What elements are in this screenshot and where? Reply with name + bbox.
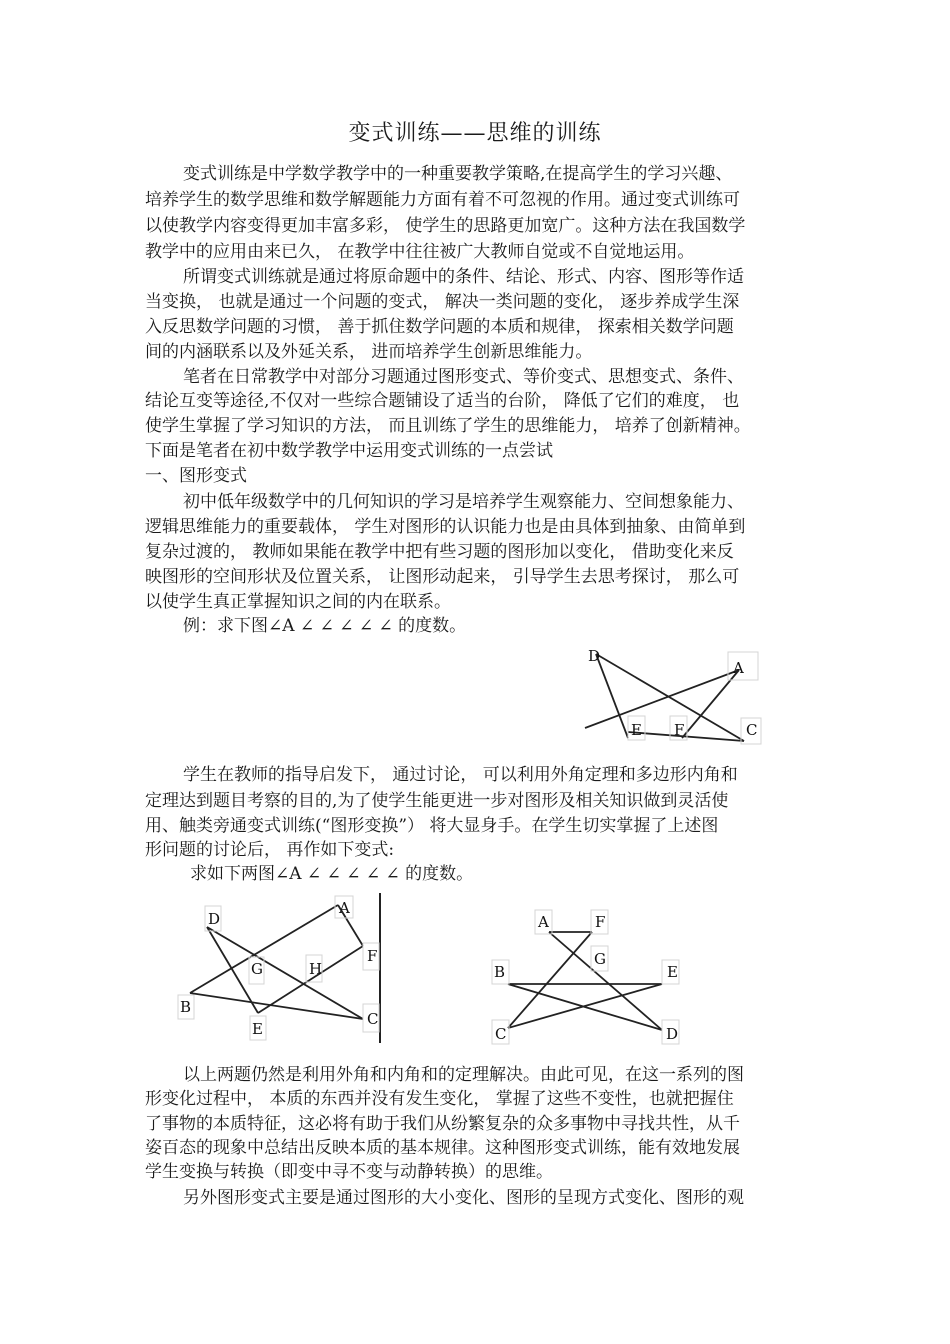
paragraph-6-line-4: 姿百态的现象中总结出反映本质的基本规律。这种图形变式训练，能有效地发展 <box>145 1138 740 1158</box>
figure-3-label-b: B <box>494 963 506 981</box>
figure-1-label-d: D <box>588 647 601 665</box>
figure-2-label-a: A <box>339 899 350 917</box>
figure-1-label-a: A <box>733 659 744 677</box>
paragraph-6-line-2: 形变化过程中， 本质的东西并没有发生变化， 掌握了这些不变性，也就把握住 <box>145 1089 734 1109</box>
figure-2-label-h: H <box>309 960 323 978</box>
paragraph-6-line-5: 学生变换与转换（即变中寻不变与动静转换）的思维。 <box>145 1162 553 1182</box>
figure-2-label-g: G <box>251 960 263 978</box>
example-prompt: 例：求下图∠A ∠ ∠ ∠ ∠ ∠ 的度数。 <box>183 616 467 636</box>
paragraph-4-line-3: 复杂过渡的， 教师如果能在教学中把有些习题的图形加以变化， 借助变化来反 <box>145 542 734 562</box>
figure-3-label-d: D <box>666 1025 679 1043</box>
variant-prompt: 求如下两图∠A ∠ ∠ ∠ ∠ ∠ 的度数。 <box>190 864 474 884</box>
paragraph-2-line-3: 入反思数学问题的习惯， 善于抓住数学问题的本质和规律， 探索相关数学问题 <box>145 317 734 337</box>
paragraph-7-line-1: 另外图形变式主要是通过图形的大小变化、图形的呈现方式变化、图形的观 <box>183 1188 744 1208</box>
figure-3-label-a: A <box>538 913 549 931</box>
figure-1-label-c: C <box>746 721 758 739</box>
figure-2-label-d: D <box>208 910 221 928</box>
paragraph-4-line-4: 映图形的空间形状及位置关系， 让图形动起来， 引导学生去思考探讨， 那么可 <box>145 567 740 587</box>
figure-1-star <box>575 640 795 755</box>
figure-2-label-f: F <box>367 947 378 965</box>
paragraph-1-line-3: 以使教学内容变得更加丰富多彩， 使学生的思路更加宽广。这种方法在我国数学 <box>145 216 746 236</box>
section-heading: 一、图形变式 <box>145 466 247 486</box>
paragraph-1-line-2: 培养学生的数学思维和数学解题能力方面有着不可忽视的作用。通过变式训练可 <box>145 190 740 210</box>
paragraph-5-line-3: 用、触类旁通变式训练(“图形变换”） 将大显身手。在学生切实掌握了上述图 <box>145 816 719 836</box>
paragraph-5-line-4: 形问题的讨论后， 再作如下变式: <box>145 840 395 860</box>
figure-2-label-c: C <box>367 1010 379 1028</box>
figure-2-label-e: E <box>252 1020 263 1038</box>
figure-3-label-f: F <box>595 913 606 931</box>
paragraph-6-line-1: 以上两题仍然是利用外角和内角和的定理解决。由此可见，在这一系列的图 <box>183 1065 744 1085</box>
paragraph-2-line-4: 间的内涵联系以及外延关系， 进而培养学生创新思维能力。 <box>145 342 593 362</box>
paragraph-4-line-5: 以使学生真正掌握知识之间的内在联系。 <box>145 592 451 612</box>
page-title: 变式训练——思维的训练 <box>348 121 602 146</box>
paragraph-1-line-1: 变式训练是中学数学教学中的一种重要教学策略,在提高学生的学习兴趣、 <box>183 164 733 184</box>
paragraph-3-line-3: 使学生掌握了学习知识的方法， 而且训练了学生的思维能力， 培养了创新精神。 <box>145 416 751 436</box>
figure-3-label-c: C <box>495 1025 507 1043</box>
figure-3-label-g: G <box>594 950 606 968</box>
paragraph-2-line-1: 所谓变式训练就是通过将原命题中的条件、结论、形式、内容、图形等作适 <box>183 267 744 287</box>
paragraph-3-line-2: 结论互变等途径,不仅对一些综合题铺设了适当的台阶， 降低了它们的难度， 也 <box>145 391 740 411</box>
paragraph-2-line-2: 当变换， 也就是通过一个问题的变式， 解决一类问题的变化， 逐步养成学生深 <box>145 292 740 312</box>
figure-3-variant <box>488 905 688 1045</box>
paragraph-1-line-4: 教学中的应用由来已久， 在教学中往往被广大教师自觉或不自觉地运用。 <box>145 242 695 262</box>
figure-1-label-f: F <box>674 721 685 739</box>
figure-2-variant <box>170 893 390 1043</box>
paragraph-5-line-2: 定理达到题目考察的目的,为了使学生能更进一步对图形及相关知识做到灵活使 <box>145 791 729 811</box>
figure-3-label-e: E <box>667 963 678 981</box>
paragraph-3-line-1: 笔者在日常教学中对部分习题通过图形变式、等价变式、思想变式、条件、 <box>183 367 744 387</box>
paragraph-6-line-3: 了事物的本质特征，这必将有助于我们从纷繁复杂的众多事物中寻找共性，从千 <box>145 1114 740 1134</box>
paragraph-5-line-1: 学生在教师的指导启发下， 通过讨论， 可以利用外角定理和多边形内角和 <box>183 765 738 785</box>
figure-2-label-b: B <box>180 998 192 1016</box>
paragraph-4-line-2: 逻辑思维能力的重要载体， 学生对图形的认识能力也是由具体到抽象、由简单到 <box>145 517 746 537</box>
paragraph-4-line-1: 初中低年级数学中的几何知识的学习是培养学生观察能力、空间想象能力、 <box>183 492 744 512</box>
paragraph-3-line-4: 下面是笔者在初中数学教学中运用变式训练的一点尝试 <box>145 441 553 461</box>
figure-1-label-e: E <box>631 721 642 739</box>
